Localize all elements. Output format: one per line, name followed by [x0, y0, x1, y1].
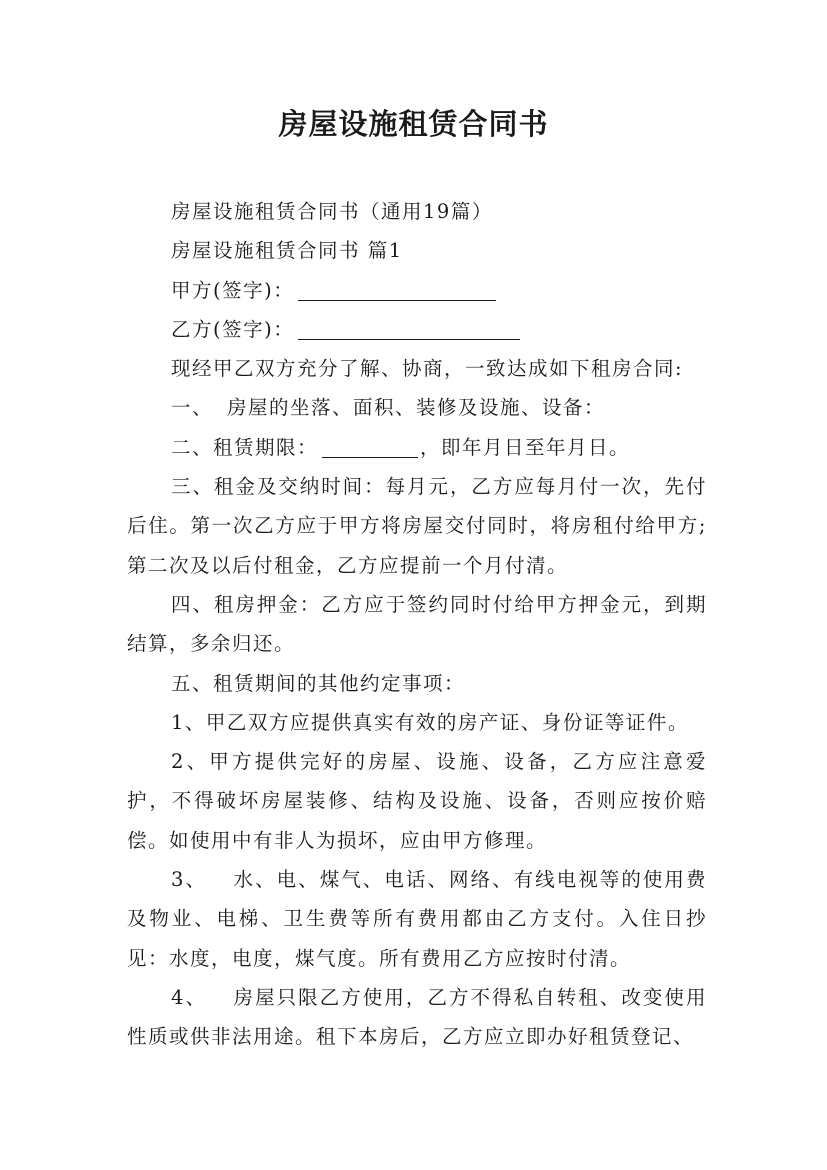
paragraph-clause-1 [127, 388, 707, 427]
paragraph-agreement-intro: 现经甲乙双方充分了解、协商，一致达成如下租房合同: [171, 357, 684, 381]
party-a-signature-line [298, 278, 496, 301]
paragraph-section-heading: 房屋设施租赁合同书 篇1 [171, 239, 403, 263]
item-3-text: 水、电、煤气、电话、网络、有线电视等的使用费及物业、电梯、卫生费等所有费用都由乙方支付。入住日抄见：水度，电度，煤气度。所有费用乙方应按时付清。 [127, 868, 707, 970]
party-a-label: 甲方(签字)： [171, 278, 295, 302]
paragraph-clause-4-deposit: 四、租房押金：乙方应于签约同时付给甲方押金元，到期结算，多余归还。 [127, 592, 707, 656]
document-body [127, 192, 707, 1057]
item-4-number: 4、 [171, 985, 207, 1009]
party-b-signature-line [298, 317, 520, 340]
paragraph-clause-2 [127, 428, 707, 467]
document-title: 房屋设施租赁合同书 [278, 107, 549, 141]
paragraph-subtitle: 房屋设施租赁合同书（通用19篇） [171, 200, 493, 223]
paragraph-party-b-signature [127, 310, 707, 349]
party-b-label: 乙方(签字)： [171, 317, 295, 341]
paragraph-item-4 [127, 978, 707, 1057]
item-3-number: 3、 [171, 868, 207, 892]
paragraph-item-1: 1、甲乙双方应提供真实有效的房产证、身份证等证件。 [171, 710, 689, 734]
clause-2-tail: ，即年月日至年月日。 [420, 435, 631, 459]
paragraph-party-a-signature [127, 271, 707, 310]
lease-term-blank-line [322, 435, 418, 458]
item-4-text: 房屋只限乙方使用，乙方不得私自转租、改变使用性质或供非法用途。租下本房后，乙方应立即办好租赁登记、 [127, 985, 707, 1049]
paragraph-item-2: 2、甲方提供完好的房屋、设施、设备，乙方应注意爱护，不得破坏房屋装修、结构及设施、设备，否则应按价赔偿。如使用中有非人为损坏，应由甲方修理。 [127, 750, 707, 852]
paragraph-clause-5-heading: 五、租赁期间的其他约定事项： [171, 671, 466, 695]
clause-1-number: 一、 [171, 396, 214, 420]
clause-2-lead: 二、租赁期限： [171, 435, 319, 459]
paragraph-item-3 [127, 860, 707, 978]
paragraph-clause-3-rent: 三、租金及交纳时间：每月元，乙方应每月付一次，先付后住。第一次乙方应于甲方将房屋交付同时，将房租付给甲方;第二次及以后付租金，乙方应提前一个月付清。 [127, 475, 707, 577]
clause-1-text: 房屋的坐落、面积、装修及设施、设备： [227, 396, 606, 420]
